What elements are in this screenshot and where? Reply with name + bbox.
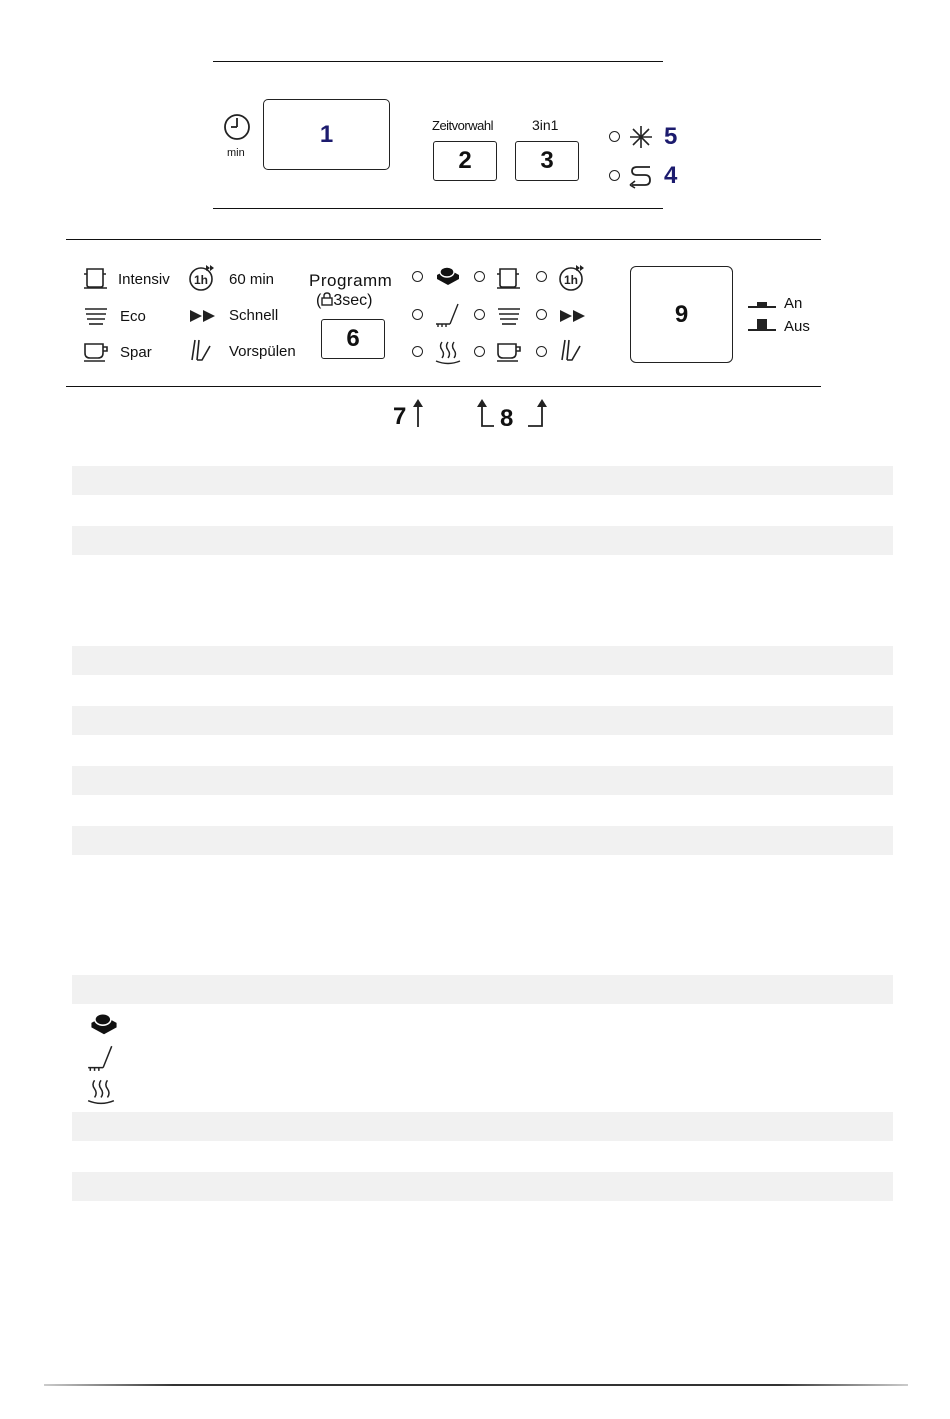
- main-panel-top-line: [66, 239, 821, 240]
- 3in1-label: 3in1: [532, 117, 559, 133]
- status-led-tablet: [412, 271, 423, 282]
- prerinse-icon: [560, 338, 588, 364]
- pot-icon: [83, 266, 109, 290]
- power-on-icon: [747, 300, 777, 312]
- dry-icon: [434, 339, 462, 365]
- table-row: [72, 646, 893, 675]
- tablet-icon: [88, 1010, 120, 1038]
- indicator-5-label: 5: [664, 123, 678, 150]
- callout-7-label: 7: [393, 403, 407, 430]
- status-led-dry: [412, 346, 423, 357]
- one-hour-icon: [188, 264, 216, 292]
- lock-group: [316, 292, 372, 310]
- arrow-up-right-bracket-icon: [527, 398, 549, 428]
- button-6[interactable]: 6: [321, 319, 385, 359]
- zeitvorwahl-label: Zeitvorwahl: [432, 118, 493, 133]
- program-eco-label: Eco: [120, 308, 146, 325]
- rinse-aid-led: [609, 131, 620, 142]
- program-spar-label: Spar: [120, 344, 152, 361]
- one-hour-icon: [558, 264, 586, 292]
- table-row: [72, 826, 893, 855]
- fast-forward-icon: [189, 309, 217, 323]
- svg-text:1h: 1h: [564, 273, 579, 287]
- min-label: min: [227, 147, 245, 159]
- wash-icon: [434, 302, 462, 328]
- program-60min-label: 60 min: [229, 271, 275, 288]
- table-row: [72, 466, 893, 495]
- table-row: [72, 975, 893, 1004]
- table-row: [72, 1172, 893, 1201]
- table-row: [72, 1112, 893, 1141]
- program-vorspuelen-label: Vorspülen: [229, 343, 296, 360]
- program-led-60min: [536, 271, 547, 282]
- power-off-label: Aus: [784, 318, 810, 335]
- program-led-intensiv: [474, 271, 485, 282]
- dry-icon: [86, 1077, 116, 1105]
- clock-icon: [223, 113, 253, 143]
- callout-8-label: 8: [500, 405, 514, 432]
- button-2[interactable]: 2: [433, 141, 497, 181]
- cup-icon: [83, 341, 111, 363]
- program-led-vorspuelen: [536, 346, 547, 357]
- table-row: [72, 706, 893, 735]
- top-panel-top-line: [213, 61, 663, 62]
- svg-text:1h: 1h: [194, 273, 209, 287]
- salt-led: [609, 170, 620, 181]
- program-led-schnell: [536, 309, 547, 320]
- button-9[interactable]: 9: [630, 266, 733, 363]
- wash-icon: [86, 1044, 116, 1072]
- programm-label: Programm: [309, 271, 393, 290]
- arrow-up-icon: [411, 398, 425, 428]
- lock-seconds-label: 3sec: [333, 292, 368, 309]
- arrow-up-left-bracket-icon: [475, 398, 495, 428]
- plates-icon: [496, 305, 522, 327]
- close-paren: ): [367, 292, 373, 309]
- power-on-label: An: [784, 295, 803, 312]
- main-panel-bottom-line: [66, 386, 821, 387]
- prerinse-icon: [190, 338, 218, 364]
- status-led-wash: [412, 309, 423, 320]
- program-led-spar: [474, 346, 485, 357]
- top-panel-bottom-line: [213, 208, 663, 209]
- plates-icon: [83, 305, 109, 327]
- fast-forward-icon: [559, 309, 587, 323]
- sparkle-icon: [628, 124, 654, 150]
- cup-icon: [496, 341, 524, 363]
- indicator-4-label: 4: [664, 162, 678, 189]
- program-led-eco: [474, 309, 485, 320]
- tablet-icon: [434, 264, 462, 288]
- open-paren: (: [316, 292, 322, 309]
- footer-line: [44, 1384, 908, 1386]
- table-row: [72, 766, 893, 795]
- table-row: [72, 526, 893, 555]
- button-3[interactable]: 3: [515, 141, 579, 181]
- button-1[interactable]: 1: [263, 99, 390, 170]
- power-off-icon: [747, 318, 777, 332]
- program-intensiv-label: Intensiv: [118, 271, 170, 288]
- lock-icon: [321, 292, 333, 306]
- program-schnell-label: Schnell: [229, 307, 279, 324]
- pot-icon: [496, 266, 522, 290]
- salt-refill-icon: [628, 163, 654, 189]
